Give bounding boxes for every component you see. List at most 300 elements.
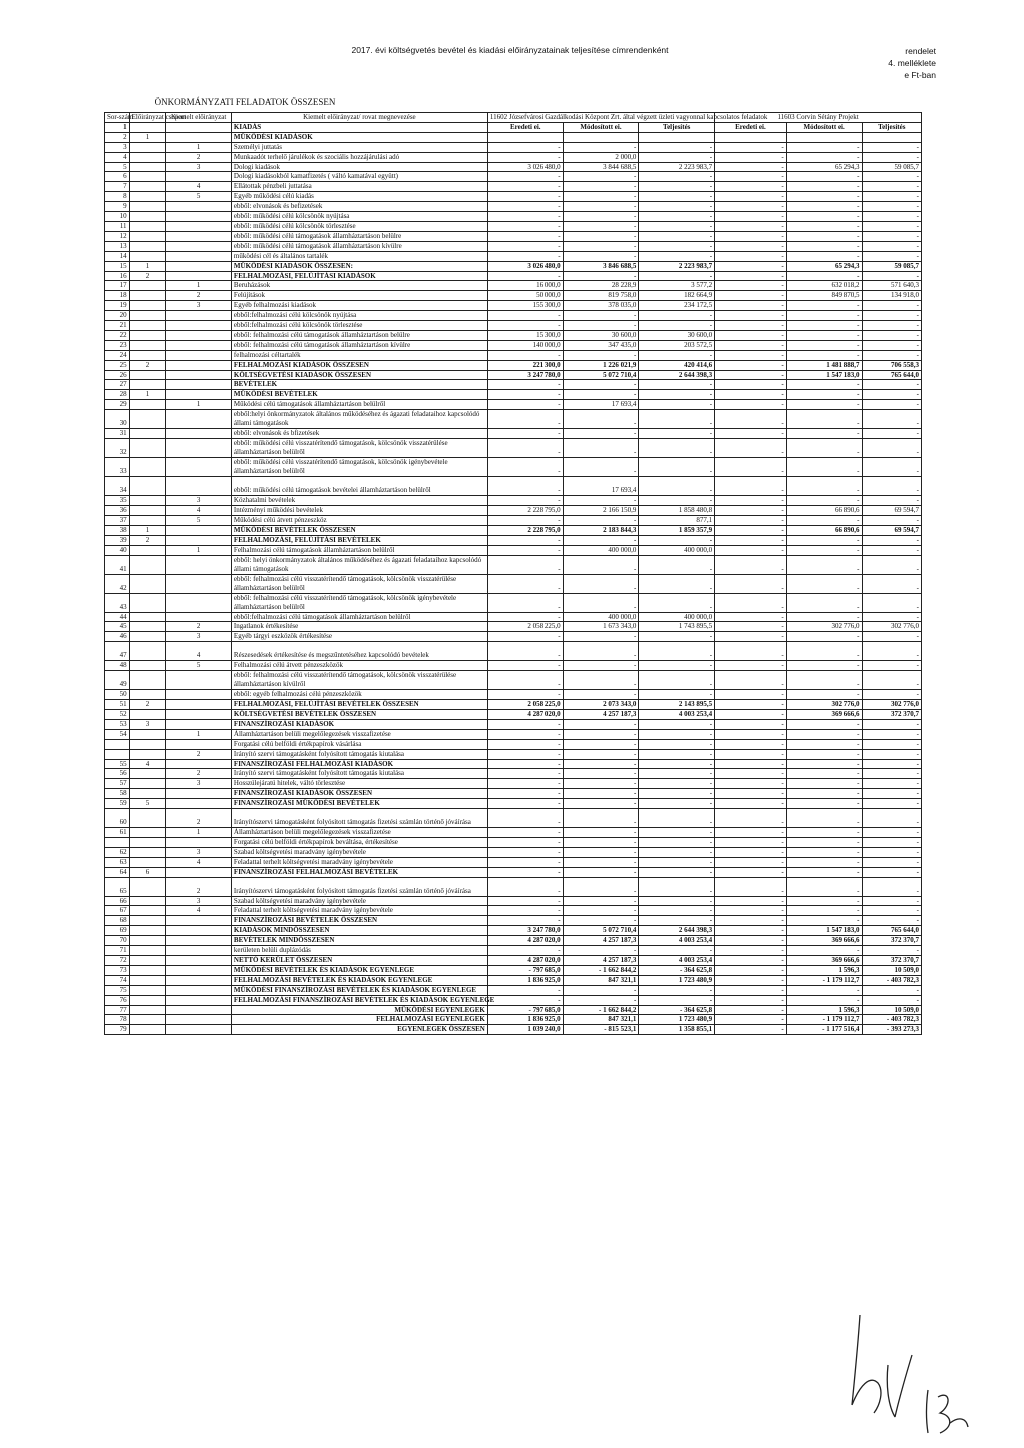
row-kiemelt: 4 [166, 906, 232, 916]
cell-11603-modositott: - [786, 182, 862, 192]
cell-11602-teljesites: - [639, 429, 715, 439]
cell-11602-teljesites: - [639, 439, 715, 458]
cell-11602-teljesites: 400 000,0 [639, 612, 715, 622]
cell-11603-teljesites: - [862, 729, 921, 739]
row-name: ebből: elvonások és befizetések [231, 202, 487, 212]
cell-11603-modositott: - [786, 429, 862, 439]
cell-11602-teljesites: - [639, 458, 715, 477]
row-group [129, 779, 166, 789]
row-name: Forgatási célú belföldi értékpapírok beváltása, értékesítése [231, 837, 487, 847]
row-kiemelt [166, 1005, 232, 1015]
cell-11602-modositott: 5 072 710,4 [563, 370, 639, 380]
cell-11602-modositott: 30 600,0 [563, 330, 639, 340]
row-name: ebből: működési célú visszatérítendő támogatások, kölcsönök visszatérülése államháztartáson belülről [231, 439, 487, 458]
cell-11602-eredeti: - 797 685,0 [487, 1005, 563, 1015]
row-number: 75 [105, 985, 130, 995]
header-11602: 11602 Józsefvárosi Gazdálkodási Központ Zrt. által végzett üzleti vagyonnal kapcsolatos feladatok [487, 113, 714, 123]
row-number: 37 [105, 515, 130, 525]
row-name: Egyéb felhalmozási kiadások [231, 301, 487, 311]
cell-11603-modositott: 849 870,5 [786, 291, 862, 301]
table-row [105, 182, 922, 192]
row-name: KÖLTSÉGVETÉSI KIADÁSOK ÖSSZESEN [231, 370, 487, 380]
cell-11602-modositott: 17 693,4 [563, 400, 639, 410]
cell-11603-eredeti: - [715, 690, 787, 700]
cell-11602-eredeti: - [487, 515, 563, 525]
row-number: 57 [105, 779, 130, 789]
cell-11602-eredeti: 50 000,0 [487, 291, 563, 301]
table-row [105, 739, 922, 749]
cell-11602-teljesites: - [639, 212, 715, 222]
cell-11603-modositott: 1 547 183,0 [786, 926, 862, 936]
cell-11603-eredeti: - [715, 202, 787, 212]
row-name: FINANSZÍROZÁSI KIADÁSOK ÖSSZESEN [231, 789, 487, 799]
table-row [105, 700, 922, 710]
cell-11602-eredeti: 3 247 780,0 [487, 926, 563, 936]
header-kiemelt: Kiemelt előirányzat [166, 113, 232, 123]
table-row [105, 593, 922, 612]
cell-11603-teljesites: - [862, 779, 921, 789]
row-group [129, 545, 166, 555]
cell-11602-teljesites: - [639, 985, 715, 995]
row-number: 28 [105, 390, 130, 400]
cell-11603-modositott: - [786, 896, 862, 906]
cell-11602-eredeti: - [487, 642, 563, 661]
row-group: 1 [129, 132, 166, 142]
cell-11603-teljesites: - [862, 759, 921, 769]
cell-11602-teljesites: 182 664,9 [639, 291, 715, 301]
cell-11603-modositott: - [786, 311, 862, 321]
cell-11602-modositott: - [563, 555, 639, 574]
cell-11602-eredeti: - [487, 867, 563, 877]
cell-11603-eredeti: - [715, 906, 787, 916]
cell-11602-eredeti: 15 300,0 [487, 330, 563, 340]
table-row [105, 799, 922, 809]
cell-11602-eredeti: 1 836 925,0 [487, 975, 563, 985]
row-number: 35 [105, 496, 130, 506]
row-group [129, 477, 166, 496]
table-row [105, 321, 922, 331]
cell-11602-eredeti: - [487, 212, 563, 222]
cell-11603-eredeti: - [715, 330, 787, 340]
row-group [129, 192, 166, 202]
cell-11603-modositott: - [786, 545, 862, 555]
table-row [105, 622, 922, 632]
cell-11602-eredeti: 155 300,0 [487, 301, 563, 311]
cell-11602-teljesites: - [639, 769, 715, 779]
cell-11602-teljesites [639, 132, 715, 142]
cell-11603-eredeti: - [715, 525, 787, 535]
cell-11603-teljesites: 372 370,7 [862, 956, 921, 966]
row-name: ebből:felhalmozási célú kölcsönök nyújtása [231, 311, 487, 321]
cell-11602-eredeti: - [487, 877, 563, 896]
table-row [105, 632, 922, 642]
cell-11603-teljesites: 302 776,0 [862, 622, 921, 632]
row-kiemelt [166, 330, 232, 340]
cell-11602-teljesites: - [639, 877, 715, 896]
row-group [129, 936, 166, 946]
table-row [105, 809, 922, 828]
cell-11602-teljesites: - [639, 321, 715, 331]
cell-11603-teljesites: - [862, 202, 921, 212]
cell-11602-eredeti: 2 228 795,0 [487, 525, 563, 535]
table-row [105, 251, 922, 261]
row-group [129, 985, 166, 995]
reference-line-2: 4. melléklete [888, 58, 936, 68]
cell-11603-eredeti: - [715, 759, 787, 769]
cell-11602-modositott: 2 000,0 [563, 152, 639, 162]
cell-11603-modositott: - [786, 809, 862, 828]
cell-11603-modositott: - [786, 515, 862, 525]
cell-11602-modositott: - [563, 496, 639, 506]
row-kiemelt: 1 [166, 828, 232, 838]
row-number: 76 [105, 995, 130, 1005]
cell-11603-teljesites: - [862, 241, 921, 251]
table-row [105, 202, 922, 212]
cell-11603-teljesites: - [862, 612, 921, 622]
row-name: működési cél és általános tartalék [231, 251, 487, 261]
row-group [129, 956, 166, 966]
row-name: Államháztartáson belüli megelőlegezések visszafizetése [231, 828, 487, 838]
row-name: BEVÉTELEK [231, 380, 487, 390]
cell-11603-eredeti: - [715, 729, 787, 739]
cell-11603-modositott: 369 666,6 [786, 709, 862, 719]
row-group: 2 [129, 360, 166, 370]
row-name: MŰKÖDÉSI BEVÉTELEK ÉS KIADÁSOK EGYENLEGE [231, 965, 487, 975]
cell-11602-teljesites: - [639, 916, 715, 926]
cell-11603-modositott: - [786, 535, 862, 545]
cell-11602-teljesites: 2 223 983,7 [639, 162, 715, 172]
row-name: FINANSZÍROZÁSI KIADÁSOK [231, 719, 487, 729]
row-group [129, 789, 166, 799]
cell-11602-teljesites: - [639, 380, 715, 390]
cell-11602-modositott: - [563, 221, 639, 231]
row-kiemelt [166, 799, 232, 809]
row-group [129, 458, 166, 477]
cell-11603-teljesites: - [862, 809, 921, 828]
cell-11602-eredeti: - [487, 769, 563, 779]
cell-11603-teljesites: - [862, 632, 921, 642]
cell-11603-teljesites: 59 085,7 [862, 261, 921, 271]
header-11603: 11603 Corvin Sétány Projekt [715, 113, 922, 123]
cell-11602-modositott: - [563, 380, 639, 390]
cell-11602-teljesites: - 364 625,8 [639, 965, 715, 975]
cell-11603-modositott: - [786, 759, 862, 769]
cell-11602-modositott: - [563, 251, 639, 261]
row-name: ebből: helyi önkormányzatok általános működéséhez és ágazati feladataihoz kapcsolódó állami támogatások [231, 555, 487, 574]
cell-11603-teljesites: - [862, 340, 921, 350]
cell-11603-modositott: - [786, 496, 862, 506]
row-number: 58 [105, 789, 130, 799]
row-kiemelt [166, 555, 232, 574]
cell-11602-modositott: - [563, 661, 639, 671]
cell-11603-eredeti: - [715, 985, 787, 995]
row-group [129, 946, 166, 956]
table-row [105, 410, 922, 429]
row-name: Egyéb tárgyi eszközök értékesítése [231, 632, 487, 642]
cell-11603-teljesites: - [862, 192, 921, 202]
row-name: Részesedések értékesítése és megszűntetéséhez kapcsolódó bevételek [231, 642, 487, 661]
table-row [105, 671, 922, 690]
cell-11603-eredeti: - [715, 221, 787, 231]
row-kiemelt [166, 593, 232, 612]
subhead-eredeti-1: Eredeti ei. [487, 122, 563, 132]
cell-11603-eredeti: - [715, 622, 787, 632]
row-kiemelt [166, 172, 232, 182]
cell-11603-eredeti: - [715, 192, 787, 202]
cell-11603-eredeti: - [715, 946, 787, 956]
table-row [105, 847, 922, 857]
row-number: 27 [105, 380, 130, 390]
row-kiemelt [166, 690, 232, 700]
row-group [129, 642, 166, 661]
cell-11602-eredeti: - [487, 719, 563, 729]
cell-11602-modositott: 3 844 688,5 [563, 162, 639, 172]
cell-11602-teljesites: - [639, 789, 715, 799]
row-group [129, 690, 166, 700]
row-number [105, 739, 130, 749]
cell-11602-modositott: 4 257 187,3 [563, 709, 639, 719]
table-row [105, 261, 922, 271]
row-kiemelt: 1 [166, 729, 232, 739]
cell-11602-eredeti: - [487, 847, 563, 857]
row-name: ebből:felhalmozási célú kölcsönök törlesztése [231, 321, 487, 331]
table-row [105, 231, 922, 241]
cell-11602-teljesites: 4 003 253,4 [639, 936, 715, 946]
cell-11603-eredeti: - [715, 799, 787, 809]
subhead-modositott-1: Módosított ei. [563, 122, 639, 132]
row-kiemelt [166, 739, 232, 749]
cell-11602-eredeti: 4 287 020,0 [487, 956, 563, 966]
row-name: FELHALMOZÁSI KIADÁSOK ÖSSZESEN [231, 360, 487, 370]
cell-11603-teljesites: - [862, 593, 921, 612]
cell-11602-eredeti: - [487, 202, 563, 212]
row-group [129, 1015, 166, 1025]
cell-11603-teljesites: - 393 273,3 [862, 1025, 921, 1035]
table-row [105, 965, 922, 975]
cell-11603-eredeti: - [715, 162, 787, 172]
row-group [129, 671, 166, 690]
row-group: 4 [129, 759, 166, 769]
row-name: EGYENLEGEK ÖSSZESEN [231, 1025, 487, 1035]
row-name: KIADÁSOK MINDÖSSZESEN [231, 926, 487, 936]
row-group [129, 162, 166, 172]
table-row [105, 172, 922, 182]
row-number: 26 [105, 370, 130, 380]
table-row [105, 828, 922, 838]
cell-11603-modositott: - [786, 779, 862, 789]
table-row [105, 429, 922, 439]
row-number: 36 [105, 506, 130, 516]
cell-11603-teljesites: - [862, 429, 921, 439]
cell-11602-teljesites: - [639, 837, 715, 847]
row-group [129, 350, 166, 360]
cell-11603-modositott: - [786, 221, 862, 231]
cell-11603-modositott: 1 596,3 [786, 1005, 862, 1015]
row-name: Szabad költségvetési maradvány igénybevétele [231, 896, 487, 906]
row-kiemelt: 5 [166, 661, 232, 671]
cell-11603-eredeti: - [715, 632, 787, 642]
row-number: 39 [105, 535, 130, 545]
cell-11602-modositott: - [563, 231, 639, 241]
table-row [105, 729, 922, 739]
cell-11602-teljesites: - [639, 867, 715, 877]
row-group [129, 301, 166, 311]
cell-11603-eredeti: - [715, 965, 787, 975]
cell-11602-modositott: - [563, 749, 639, 759]
cell-11602-modositott: - [563, 515, 639, 525]
row-kiemelt [166, 212, 232, 222]
row-name: MŰKÖDÉSI BEVÉTELEK [231, 390, 487, 400]
row-group [129, 142, 166, 152]
cell-11603-eredeti: - [715, 612, 787, 622]
cell-11603-modositott: - [786, 857, 862, 867]
row-kiemelt [166, 700, 232, 710]
cell-11603-eredeti: - [715, 212, 787, 222]
cell-11602-modositott: 5 072 710,4 [563, 926, 639, 936]
row-kiemelt [166, 789, 232, 799]
cell-11602-modositott: 347 435,0 [563, 340, 639, 350]
row-group [129, 729, 166, 739]
budget-table [104, 112, 922, 1035]
row-name: kerületen belüli duplázódás [231, 946, 487, 956]
cell-11602-teljesites: - [639, 202, 715, 212]
cell-11603-teljesites: - [862, 545, 921, 555]
cell-11602-modositott: - [563, 321, 639, 331]
cell-11602-eredeti: - [487, 995, 563, 1005]
cell-11603-eredeti: - [715, 769, 787, 779]
cell-11602-teljesites: - [639, 759, 715, 769]
cell-11603-teljesites: - [862, 271, 921, 281]
row-number: 49 [105, 671, 130, 690]
cell-11603-modositott: - [786, 212, 862, 222]
row-number: 54 [105, 729, 130, 739]
cell-11603-eredeti: - [715, 857, 787, 867]
cell-11602-eredeti: 2 058 225,0 [487, 700, 563, 710]
row-number: 9 [105, 202, 130, 212]
cell-11602-modositott: 1 673 343,0 [563, 622, 639, 632]
cell-11603-modositott: - [786, 271, 862, 281]
cell-11602-teljesites: - [639, 739, 715, 749]
row-group [129, 202, 166, 212]
table-row [105, 525, 922, 535]
row-number: 41 [105, 555, 130, 574]
cell-11603-eredeti: - [715, 321, 787, 331]
table-row [105, 690, 922, 700]
row-kiemelt: 2 [166, 291, 232, 301]
cell-11603-teljesites: - [862, 828, 921, 838]
table-row [105, 162, 922, 172]
row-number: 24 [105, 350, 130, 360]
cell-11603-teljesites: 765 644,0 [862, 370, 921, 380]
row-group [129, 281, 166, 291]
cell-11603-teljesites: 69 594,7 [862, 506, 921, 516]
row-name: Feladattal terhelt költségvetési maradvány igénybevétele [231, 857, 487, 867]
cell-11602-teljesites: - [639, 828, 715, 838]
cell-11602-modositott: - [563, 769, 639, 779]
cell-11602-teljesites: - [639, 719, 715, 729]
row-kiemelt: 3 [166, 847, 232, 857]
cell-11602-teljesites: - [639, 152, 715, 162]
cell-11602-teljesites: 4 003 253,4 [639, 709, 715, 719]
row-number: 4 [105, 152, 130, 162]
cell-11602-modositott: - [563, 350, 639, 360]
cell-11602-modositott: - 815 523,1 [563, 1025, 639, 1035]
table-row [105, 779, 922, 789]
row-name: Egyéb működési célú kiadás [231, 192, 487, 202]
handwritten-signature [840, 1305, 970, 1440]
cell-11603-modositott: - [786, 877, 862, 896]
cell-11603-teljesites: - [862, 906, 921, 916]
row-name: ebből: felhalmozási célú visszatérítendő támogatások, kölcsönök igénybevétele államháztartáson belülről [231, 593, 487, 612]
cell-11603-eredeti: - [715, 458, 787, 477]
cell-11602-eredeti: - [487, 661, 563, 671]
cell-11602-modositott: - [563, 985, 639, 995]
cell-11603-teljesites: - [862, 301, 921, 311]
table-row [105, 350, 922, 360]
cell-11603-teljesites: - [862, 410, 921, 429]
row-name: ebből:felhalmozási célú támogatások államháztartáson belülről [231, 612, 487, 622]
cell-11602-teljesites: - [639, 311, 715, 321]
row-number: 45 [105, 622, 130, 632]
row-name: Felhalmozási célú átvett pénzeszközök [231, 661, 487, 671]
cell-11603-teljesites: 10 509,0 [862, 1005, 921, 1015]
row-kiemelt [166, 916, 232, 926]
table-row [105, 506, 922, 516]
cell-11603-modositott: - [786, 330, 862, 340]
reference-line-1: rendelet [905, 46, 936, 56]
cell-11603-eredeti: - [715, 142, 787, 152]
cell-11602-eredeti: - [487, 321, 563, 331]
row-number: 33 [105, 458, 130, 477]
table-row [105, 916, 922, 926]
cell-11602-modositott: - [563, 799, 639, 809]
row-kiemelt [166, 1025, 232, 1035]
cell-11602-eredeti: - [487, 241, 563, 251]
row-number: 51 [105, 700, 130, 710]
cell-11603-teljesites: 69 594,7 [862, 525, 921, 535]
table-row [105, 132, 922, 142]
table-row [105, 867, 922, 877]
row-kiemelt: 2 [166, 769, 232, 779]
cell-11602-eredeti: 1 039 240,0 [487, 1025, 563, 1035]
row-number: 18 [105, 291, 130, 301]
cell-11603-teljesites: - [862, 896, 921, 906]
cell-11602-teljesites: - [639, 410, 715, 429]
cell-11602-eredeti: 221 300,0 [487, 360, 563, 370]
row-number: 69 [105, 926, 130, 936]
cell-11603-modositott: - [786, 400, 862, 410]
cell-11603-teljesites: - [862, 739, 921, 749]
cell-11602-modositott: - [563, 719, 639, 729]
cell-11602-teljesites: 30 600,0 [639, 330, 715, 340]
row-group [129, 622, 166, 632]
table-row [105, 995, 922, 1005]
cell-11603-modositott: - 1 179 112,7 [786, 975, 862, 985]
row-kiemelt: 3 [166, 496, 232, 506]
cell-11603-eredeti: - [715, 429, 787, 439]
cell-11603-eredeti: - [715, 251, 787, 261]
table-row [105, 896, 922, 906]
row-number: 29 [105, 400, 130, 410]
row-name: ebből: működési célú visszatérítendő támogatások, kölcsönök igénybevétele államháztartáson belülről [231, 458, 487, 477]
cell-11602-teljesites: - [639, 946, 715, 956]
row-number: 15 [105, 261, 130, 271]
row-kiemelt: 5 [166, 192, 232, 202]
cell-11603-modositott: - [786, 719, 862, 729]
row-name: MŰKÖDÉSI KIADÁSOK ÖSSZESEN: [231, 261, 487, 271]
row-kiemelt: 3 [166, 896, 232, 906]
cell-11603-teljesites: 372 370,7 [862, 936, 921, 946]
